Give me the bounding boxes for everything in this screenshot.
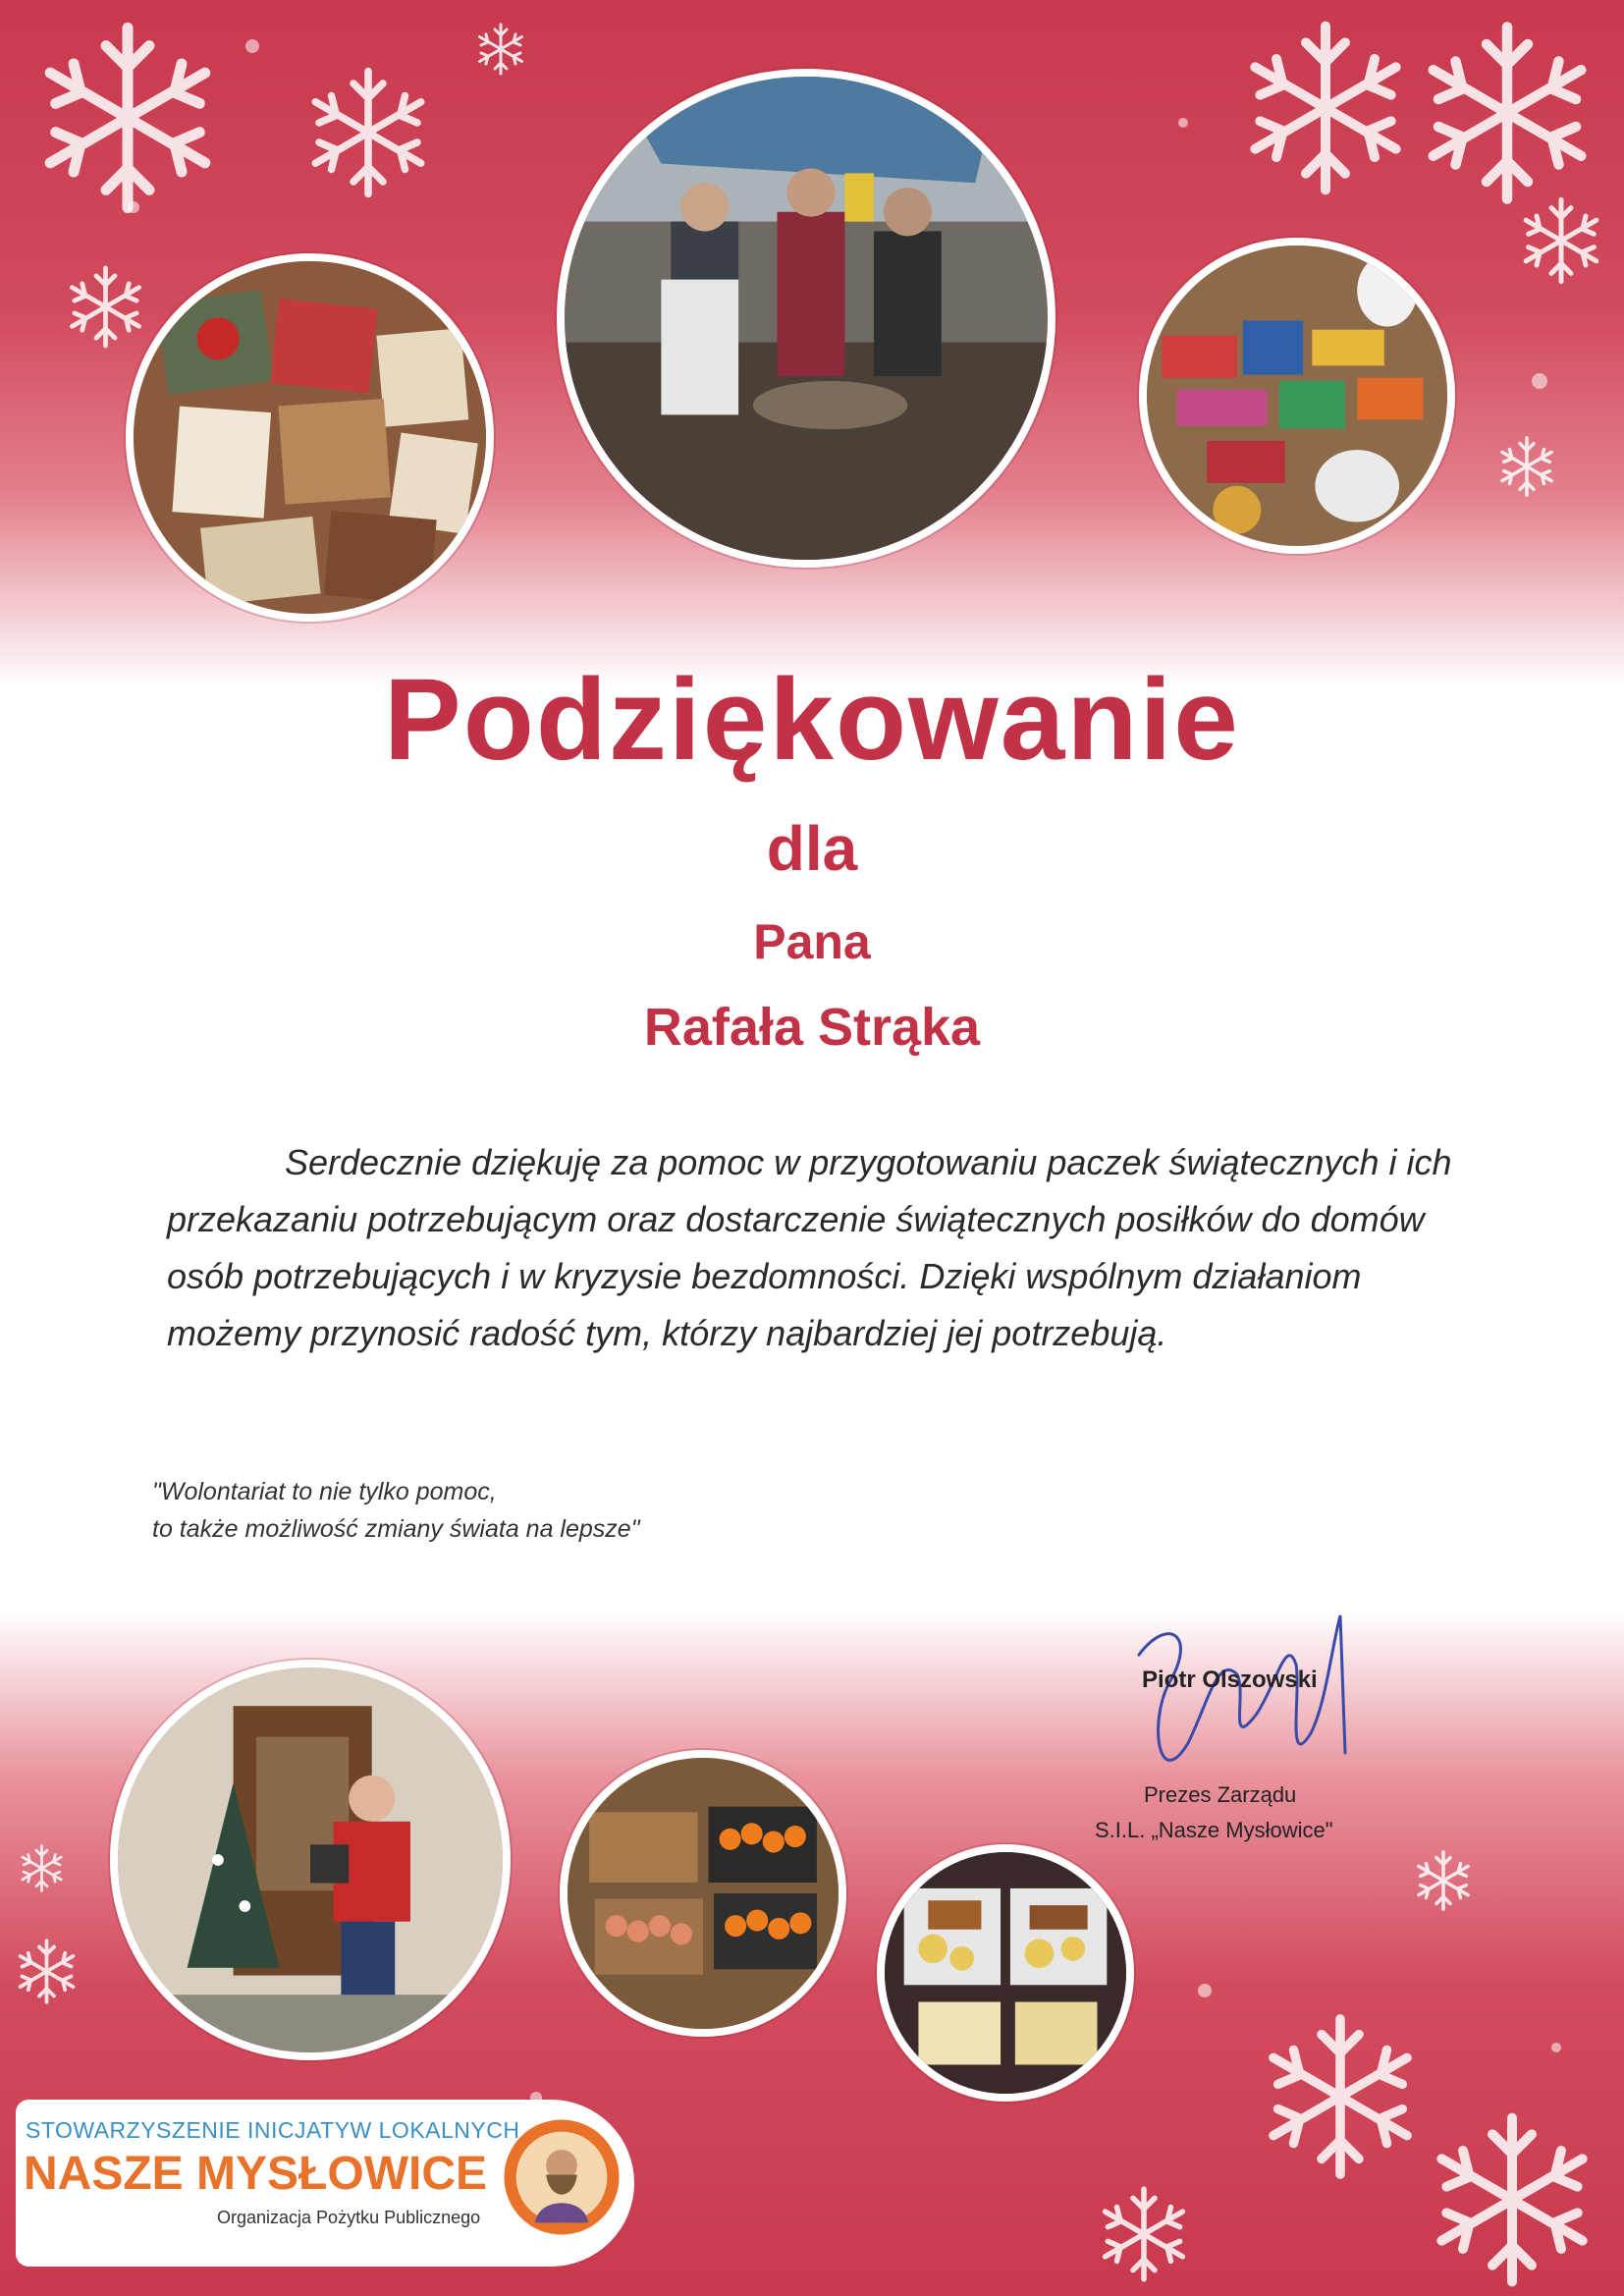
document-title: Podziękowanie xyxy=(384,655,1240,785)
snowflake-icon xyxy=(1404,10,1610,216)
snowflake-icon xyxy=(15,1841,69,1895)
decorative-dot xyxy=(1198,1984,1212,1997)
for-word: dla xyxy=(766,813,858,884)
photo-christmas-cards xyxy=(126,253,494,622)
organization-logo xyxy=(16,2100,634,2267)
snowflake-icon xyxy=(20,10,236,226)
photo-fruit-crates xyxy=(560,1750,846,2037)
decorative-dot xyxy=(1532,373,1547,389)
volunteering-quote xyxy=(152,1473,1036,1548)
snowflake-icon xyxy=(1090,2180,1198,2288)
decorative-dot xyxy=(1178,118,1188,128)
snowflake-icon xyxy=(295,59,442,206)
thank-you-message: Serdecznie dziękuję za pomoc w przygotowaniu paczek świątecznych i ich przekazaniu potrzebującym oraz dostarczenie świątecznych posiłków do domów osób potrzebujących i w kryzysie bezdomności. Dzięki wspólnym działaniom możemy przynosić radość tym, którzy najbardziej jej potrzebują. xyxy=(167,1142,1452,1353)
snowflake-icon xyxy=(1492,432,1561,501)
snowflake-icon xyxy=(471,20,530,79)
snowflake-icon xyxy=(1512,191,1610,290)
logo-association-name: STOWARZYSZENIE INICJATYW LOKALNYCH xyxy=(26,2117,520,2143)
logo-tagline: Organizacja Pożytku Publicznego xyxy=(217,2208,481,2227)
snowflake-icon xyxy=(1227,10,1424,206)
signatory-organization: S.I.L. „Nasze Mysłowice" xyxy=(1095,1818,1333,1842)
photo-gift-parcels xyxy=(1139,238,1455,554)
recipient-name: Rafała Strąka xyxy=(643,998,981,1057)
photo-meal-containers xyxy=(877,1844,1134,2102)
decorative-dot xyxy=(128,201,139,213)
photo-volunteer-doorway xyxy=(110,1660,511,2060)
signatory-role: Prezes Zarządu xyxy=(1144,1782,1297,1807)
signatory-name: Piotr Olszowski xyxy=(1142,1667,1318,1693)
snowflake-icon xyxy=(59,260,152,354)
snowflake-icon xyxy=(1404,2102,1620,2296)
quote-line: "Wolontariat to nie tylko pomoc, xyxy=(152,1478,497,1505)
saint-portrait-seal-icon xyxy=(502,2117,622,2237)
logo-brand-name: NASZE MYSŁOWICE xyxy=(24,2148,488,2200)
honorific: Pana xyxy=(753,914,871,969)
photo-volunteers-camp xyxy=(557,69,1056,568)
quote-line: to także możliwość zmiany świata na lepsze" xyxy=(152,1515,640,1543)
snowflake-icon xyxy=(1409,1846,1478,1915)
decorative-dot xyxy=(245,39,259,53)
decorative-dot xyxy=(1551,2043,1561,2052)
snowflake-icon xyxy=(10,1935,83,2008)
